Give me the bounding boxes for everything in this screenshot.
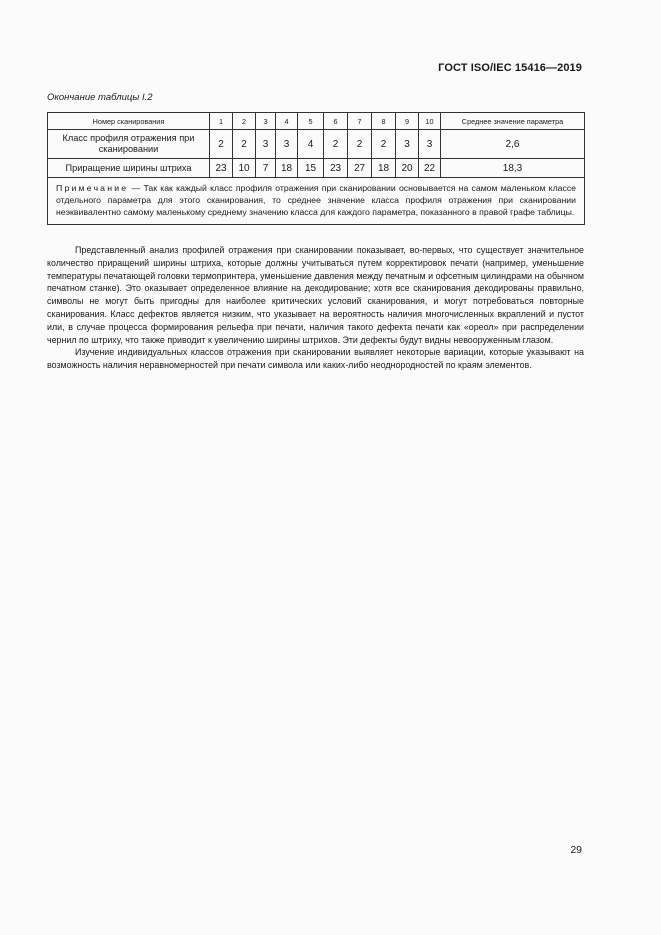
table-cell: 10 bbox=[233, 159, 256, 178]
table-cell: 2 bbox=[348, 130, 372, 159]
table-row bbox=[48, 159, 585, 178]
table-cell: 2 bbox=[324, 130, 348, 159]
header-scan-9: 9 bbox=[396, 113, 419, 130]
page-number: 29 bbox=[570, 844, 582, 856]
header-scan-8: 8 bbox=[372, 113, 396, 130]
row-average: 18,3 bbox=[441, 159, 585, 178]
table-cell: 3 bbox=[276, 130, 298, 159]
header-scan-2: 2 bbox=[233, 113, 256, 130]
table-cell: 22 bbox=[419, 159, 441, 178]
table-cell: 18 bbox=[372, 159, 396, 178]
header-scan-7: 7 bbox=[348, 113, 372, 130]
table-cell: 2 bbox=[210, 130, 233, 159]
table-cell: 15 bbox=[298, 159, 324, 178]
table-cell: 4 bbox=[298, 130, 324, 159]
note-prefix: Примечание bbox=[56, 183, 129, 193]
table-cell: 3 bbox=[419, 130, 441, 159]
body-text bbox=[47, 244, 584, 372]
header-scan-10: 10 bbox=[419, 113, 441, 130]
header-average: Среднее значение параметра bbox=[441, 113, 585, 130]
paragraph: Представленный анализ профилей отражения при сканировании показывает, во-первых, что существует значительное количество приращений ширины штриха, которые должны учитываться путем корректировок печати (например, уменьшение температуры печатающей головки термопринтера, уменьшение давления между печатным и офсетным цилиндрами на обычном печатном станке). Это оказывает определенное влияние на декодирование; хотя все сканирования декодированы правильно, символы не могут быть пригодны для наиболее критических условий сканирования, и могут потребоваться повторные сканирования. Класс дефектов является низким, что указывает на вероятность наличия многочисленных вкраплений и пустот или, в случае процесса формирования рельефа при печати, наличия такого дефекта печати как «ореол» при распределении чернил по штриху, что также приводит к увеличению ширины штрихов. Эти дефекты будут видны невооруженным глазом. bbox=[47, 245, 584, 345]
note-text: — Так как каждый класс профиля отражения при сканировании основывается на самом маленьком классе отдельного параметра для этого сканирования, то среднее значение класса профиля отражения при сканировании неэквивалентно самому маленькому среднему значению класса для каждого параметра, показанного в правой графе таблицы. bbox=[56, 183, 576, 218]
table-cell: 20 bbox=[396, 159, 419, 178]
header-scan-5: 5 bbox=[298, 113, 324, 130]
header-scan-3: 3 bbox=[256, 113, 276, 130]
table-cell: 27 bbox=[348, 159, 372, 178]
table-cell: 2 bbox=[372, 130, 396, 159]
header-scan-4: 4 bbox=[276, 113, 298, 130]
table-row bbox=[48, 130, 585, 159]
table-note bbox=[48, 178, 585, 225]
table-cell: 7 bbox=[256, 159, 276, 178]
table-cell: 2 bbox=[233, 130, 256, 159]
header-scan-number: Номер сканирования bbox=[48, 113, 210, 130]
table-cell: 18 bbox=[276, 159, 298, 178]
header-scan-6: 6 bbox=[324, 113, 348, 130]
standard-header: ГОСТ ISO/IEC 15416—2019 bbox=[438, 62, 582, 74]
table-cell: 23 bbox=[210, 159, 233, 178]
row-average: 2,6 bbox=[441, 130, 585, 159]
table-header-row bbox=[48, 113, 585, 130]
table-caption: Окончание таблицы I.2 bbox=[47, 92, 153, 103]
header-scan-1: 1 bbox=[210, 113, 233, 130]
scan-table bbox=[47, 112, 585, 225]
row-label: Класс профиля отражения при сканировании bbox=[48, 130, 210, 159]
note-row bbox=[48, 178, 585, 225]
table-cell: 3 bbox=[256, 130, 276, 159]
row-label: Приращение ширины штриха bbox=[48, 159, 210, 178]
paragraph: Изучение индивидуальных классов отражения при сканировании выявляет некоторые вариации, которые указывают на возможность наличия неравномерностей при печати символа или каких-либо неоднородностей по краям элементов. bbox=[47, 347, 584, 371]
table-cell: 23 bbox=[324, 159, 348, 178]
table-cell: 3 bbox=[396, 130, 419, 159]
